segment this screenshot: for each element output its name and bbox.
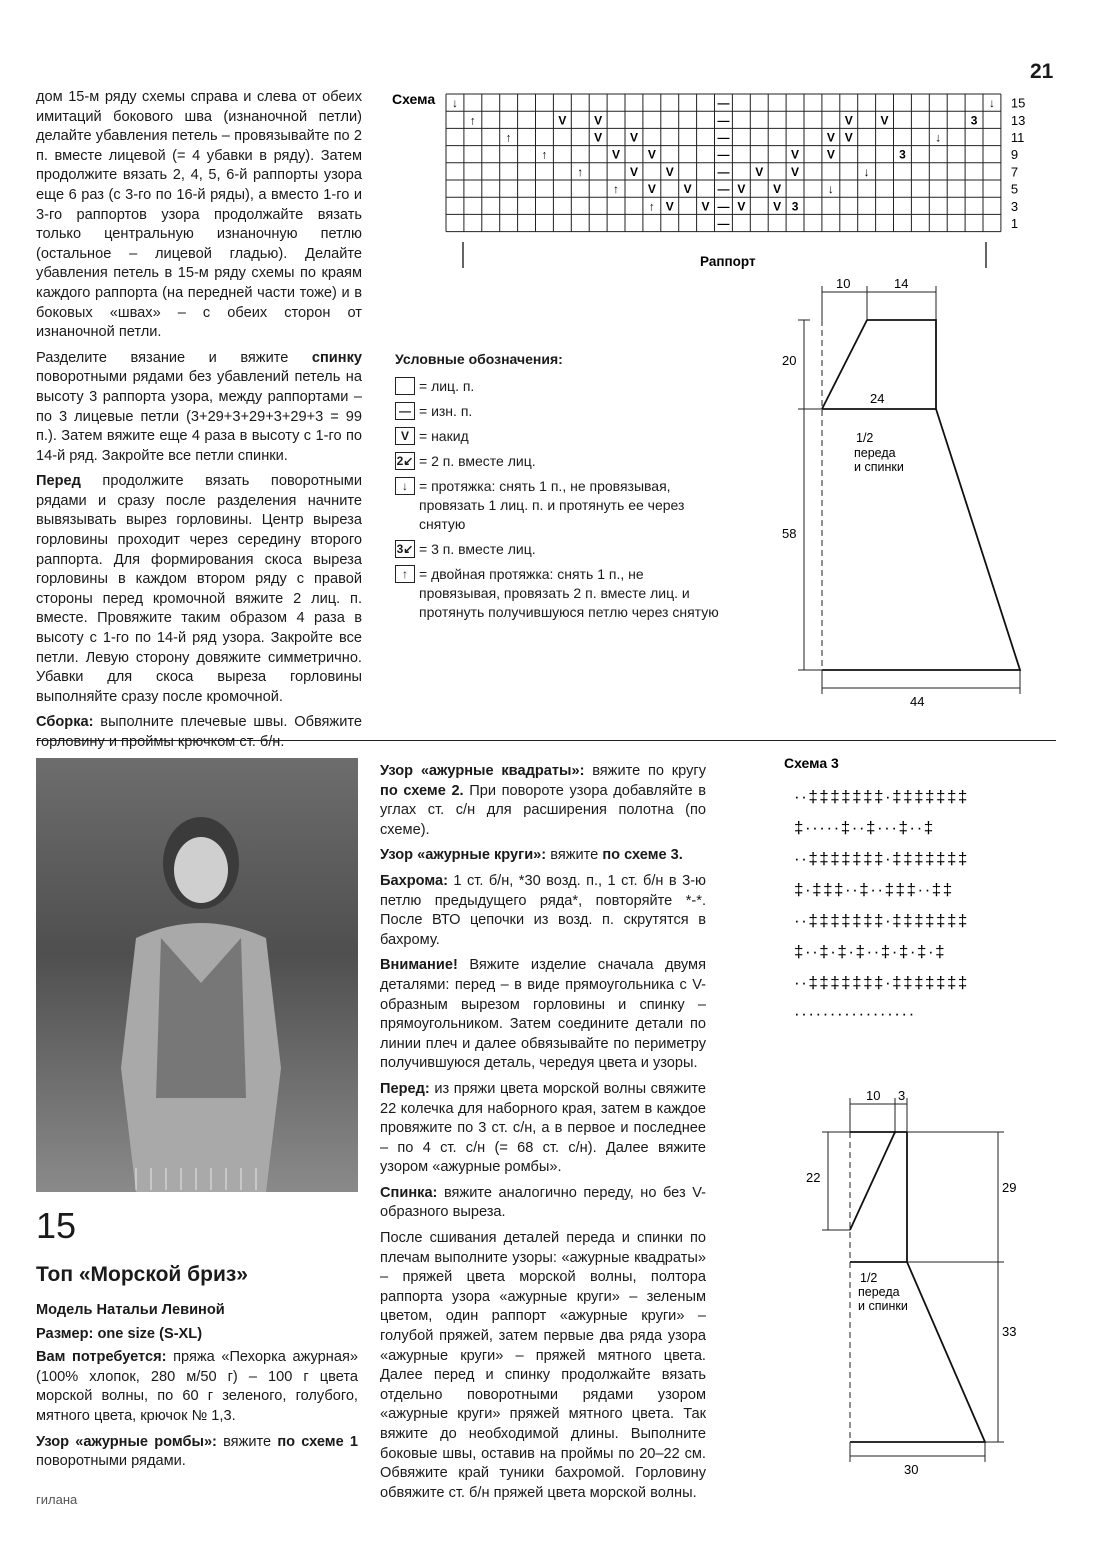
- crochet-row: ‡·····‡··‡···‡··‡: [794, 818, 935, 837]
- dim-label: 10: [866, 1088, 881, 1103]
- attention: [380, 956, 706, 1074]
- pattern-diagram-1: [770, 270, 1050, 720]
- text: продолжите вязать поворотными рядами и сразу после разделения начните вывязывать вырез горловины. Центр выреза горловины проходит через середину второго раппорта. Для формирования скоса выреза горловины в каждом втором ряду с правой стороны перед кромочной вяжите 2 лиц. п. вместе. Провяжите таким образом 4 раза в высоту с 1-го по 14-й ряд узора. Закройте все петли. Левую сторону довяжите симметрично. Убавки для скоса выреза горловины выполняйте сразу после кромочной.: [36, 473, 362, 705]
- stitch-symbol-icon: 3: [970, 113, 978, 128]
- assembly-after: После сшивания деталей переда и спинки по плечам выполните узоры: «ажурные квадраты» – пряжей цвета морской волны, полтора раппорта узора «ажурные круги» – зеленым цветом, один раппорт «ажурные круги» – голубой пряжей, затем первые два ряда узора «ажурные круги» – пряжей мятного цвета. Далее перед и спинку продолжайте вязать отдельно поворотными рядами узором «ажурные круги» пряжей мятного цвета. Так вяжите до необходимой длины. Выполните боковые швы, оставив на проймы по 20–22 см. Обвяжите край туники бахромой. Горловину обвяжите ст. б/н пряжей цвета морской волны.: [380, 1230, 706, 1501]
- stitch-symbol-icon: —: [717, 113, 730, 128]
- stitch-symbol-icon: ↓: [988, 96, 995, 111]
- stitch-symbol-icon: V: [737, 199, 746, 214]
- stitch-symbol-icon: V: [612, 147, 621, 162]
- stitch-symbol-icon: 3: [791, 199, 799, 214]
- bold-text: Сборка:: [36, 714, 94, 731]
- bold-text: спинку: [311, 349, 362, 366]
- piece-label: переда: [858, 1285, 900, 1299]
- model-info: [36, 1301, 358, 1478]
- legend-text: = лиц. п.: [419, 378, 475, 394]
- stitch-symbol-icon: ↓: [935, 130, 942, 145]
- dim-label: 33: [1002, 1324, 1017, 1339]
- stitch-symbol-icon: V: [844, 130, 853, 145]
- legend-item: [395, 477, 725, 534]
- stitch-symbol-icon: ↓: [451, 96, 458, 111]
- neckline: [850, 1132, 895, 1230]
- legend-item: [395, 427, 725, 446]
- text: вяжите: [546, 847, 603, 864]
- piece-label: 1/2: [860, 1271, 878, 1285]
- dim-label: 30: [904, 1462, 919, 1477]
- stitch-symbol-icon: V: [665, 164, 674, 179]
- row-label: 13: [1010, 112, 1026, 128]
- stitch-symbol-icon: V: [647, 147, 656, 162]
- stitch-symbol-icon: ↑: [469, 113, 476, 128]
- legend-text: = 2 п. вместе лиц.: [419, 453, 536, 469]
- stitch-symbol-icon: V: [737, 182, 746, 197]
- model-number: 15: [36, 1205, 77, 1246]
- stitch-symbol-icon: V: [826, 147, 835, 162]
- crochet-chart-3: [780, 752, 1010, 1028]
- stitch-symbol-icon: ↑: [648, 199, 655, 214]
- front: [380, 1080, 706, 1178]
- circles-pattern: [380, 846, 706, 866]
- bold-text: Спинка:: [380, 1184, 438, 1201]
- stitch-symbol-icon: V: [629, 164, 638, 179]
- row-label: 5: [1010, 181, 1019, 197]
- stitch-symbol-icon: ↓: [827, 182, 834, 197]
- piece-label: и спинки: [858, 1299, 908, 1313]
- stitch-symbol-icon: V: [791, 164, 800, 179]
- chart-title: Схема 3: [784, 755, 839, 771]
- bold-text: Узор «ажурные квадраты»:: [380, 763, 585, 779]
- legend-item: [395, 540, 725, 559]
- person-silhouette: [116, 798, 286, 1192]
- stitch-symbol-icon: V: [844, 113, 853, 128]
- text: выполните плечевые швы. Обвяжите горловину и проймы крючком ст. б/н.: [36, 714, 362, 750]
- chart-title: Схема: [392, 91, 436, 107]
- stitch-symbol-icon: —: [717, 96, 730, 111]
- paragraph-assembly: [36, 713, 362, 752]
- author: Модель Натальи Левиной: [36, 1302, 225, 1318]
- crochet-row: ··‡‡‡‡‡‡‡·‡‡‡‡‡‡‡: [794, 973, 969, 992]
- bold-text: Бахрома:: [380, 872, 448, 889]
- piece-label: 1/2: [856, 431, 874, 445]
- dim-label: 24: [870, 391, 885, 406]
- dim-label: 14: [894, 276, 909, 291]
- legend-symbol-icon: ↓: [395, 477, 415, 495]
- legend-item: [395, 565, 725, 622]
- legend-symbol-icon: 2↙: [396, 454, 414, 468]
- crochet-row: ‡·‡‡‡··‡··‡‡‡··‡‡: [794, 880, 954, 899]
- row-label: 1: [1010, 216, 1019, 231]
- text: вяжите по кругу: [584, 763, 706, 779]
- legend-symbol-icon: [395, 377, 415, 395]
- dim-label: 10: [836, 276, 851, 291]
- stitch-symbol-icon: ↓: [863, 164, 870, 179]
- paragraph-back: [36, 349, 362, 467]
- legend-symbol-icon: —: [395, 402, 415, 420]
- text: 1 ст. б/н, *30 возд. п., 1 ст. б/н в 3-ю петлю предыдущего ряда*, повторяйте *-*. После ВТО цепочки из возд. п. скрутятся в бахрому.: [380, 872, 706, 948]
- text: вяжите: [216, 1433, 278, 1450]
- legend-item: [395, 377, 725, 396]
- stitch-symbol-icon: —: [717, 199, 730, 214]
- stitch-symbol-icon: ↑: [505, 130, 512, 145]
- crochet-row: ··‡‡‡‡‡‡‡·‡‡‡‡‡‡‡: [794, 849, 969, 868]
- section-divider: [36, 740, 1056, 741]
- stitch-symbol-icon: V: [665, 199, 674, 214]
- model-title: Топ «Морской бриз»: [36, 1263, 248, 1286]
- text: поворотными рядами без убавлений петель на высоту 3 раппорта узора, между раппортами – по 3 лицевые петли (3+29+3+29+3+29+3 = 99 п.). Затем вяжите еще 4 раза в высоту с 1-го по 14-й ряд. Закройте все петли спинки.: [36, 369, 362, 464]
- legend-items: [395, 377, 725, 622]
- bold-text: Узор «ажурные ромбы»:: [36, 1433, 217, 1450]
- dim-label: 44: [910, 694, 925, 709]
- stitch-symbol-icon: —: [717, 182, 730, 197]
- stitch-symbol-icon: V: [594, 130, 603, 145]
- legend-symbol-icon: ↑: [395, 565, 415, 583]
- bold-text: Перед:: [380, 1080, 430, 1097]
- text: Разделите вязание и вяжите: [36, 349, 312, 366]
- text: пряжа «Пехорка ажурная» (100% хлопок, 280 м/50 г) – 100 г цвета морской волны, по 60 г зеленого, голубого, мятного цвета, крючок № 1,3.: [36, 1349, 358, 1424]
- legend-item: [395, 452, 725, 471]
- crochet-symbols: [794, 787, 969, 1023]
- stitch-symbol-icon: V: [773, 182, 782, 197]
- dim-label: 20: [782, 353, 797, 368]
- stitch-symbol-icon: 3: [899, 147, 906, 162]
- chart-grid: [446, 94, 1001, 232]
- piece-label: переда: [854, 446, 896, 460]
- legend-symbol-icon: 3↙: [396, 542, 414, 556]
- materials: [36, 1348, 358, 1426]
- neckline: [822, 320, 867, 409]
- legend: [395, 350, 725, 628]
- stitch-symbol-icon: ↑: [577, 164, 584, 179]
- crochet-row: ·················: [794, 1004, 916, 1023]
- bold-text: Узор «ажурные круги»:: [380, 847, 547, 864]
- legend-title: Условные обозначения:: [395, 351, 563, 367]
- back: [380, 1184, 706, 1223]
- stitch-symbol-icon: V: [558, 113, 567, 128]
- legend-symbol-icon: V: [395, 427, 415, 445]
- rhombs-pattern: [36, 1433, 358, 1472]
- stitch-symbol-icon: ↑: [541, 147, 548, 162]
- size: Размер: one size (S-XL): [36, 1325, 203, 1342]
- legend-text: = накид: [419, 428, 469, 444]
- dim-label: 3: [898, 1088, 906, 1103]
- stitch-symbol-icon: V: [701, 199, 710, 214]
- knitting-chart-1: [390, 88, 1050, 270]
- stitch-symbol-icon: V: [880, 113, 889, 128]
- piece-label: и спинки: [854, 460, 904, 474]
- bold-text: по схеме 3.: [602, 847, 683, 864]
- stitch-symbol-icon: ↑: [613, 182, 620, 197]
- bottom-middle-column: [380, 762, 706, 1509]
- stitch-symbol-icon: —: [717, 216, 730, 231]
- legend-text: = 3 п. вместе лиц.: [419, 541, 536, 557]
- legend-text: = двойная протяжка: снять 1 п., не провязывая, провязать 2 п. вместе лиц. и протянуть получившуюся петлю через снятую: [419, 566, 719, 620]
- stitch-symbol-icon: —: [717, 164, 730, 179]
- text: Вяжите изделие сначала двумя деталями: перед – в виде прямоугольника с V-образным вырезом горловины и спинку – прямоугольником. Затем соедините детали по линии плеч и далее обвязывайте по периметру получившуюся деталь, чередуя цвета и узоры.: [380, 957, 706, 1072]
- model-photo: [36, 758, 358, 1192]
- text: поворотными рядами.: [36, 1453, 186, 1470]
- dim-label: 29: [1002, 1180, 1017, 1195]
- bold-text: Вам потребуется:: [36, 1349, 167, 1366]
- dim-label: 22: [806, 1170, 821, 1185]
- stitch-symbol-icon: V: [791, 147, 800, 162]
- bold-text: Перед: [36, 473, 81, 490]
- stitch-symbol-icon: V: [683, 182, 692, 197]
- stitch-symbol-icon: V: [773, 199, 782, 214]
- dim-label: 58: [782, 526, 797, 541]
- crochet-row: ··‡‡‡‡‡‡‡·‡‡‡‡‡‡‡: [794, 787, 969, 806]
- stitch-symbol-icon: V: [629, 130, 638, 145]
- bold-text: Внимание!: [380, 957, 458, 974]
- squares-pattern: [380, 762, 706, 840]
- rapport-label: Раппорт: [700, 254, 756, 269]
- stitch-symbol-icon: V: [755, 164, 764, 179]
- fringe: [380, 872, 706, 950]
- top-left-column: [36, 88, 362, 759]
- stitch-symbol-icon: V: [594, 113, 603, 128]
- bold-text: по схеме 2.: [380, 782, 464, 799]
- row-labels: [1011, 96, 1025, 231]
- row-label: 9: [1010, 147, 1019, 163]
- stitch-symbol-icon: V: [826, 130, 835, 145]
- bold-text: по схеме 1: [277, 1433, 359, 1450]
- row-label: 3: [1010, 198, 1019, 214]
- paragraph-front: [36, 472, 362, 707]
- row-label: 7: [1010, 164, 1019, 180]
- crochet-row: ··‡‡‡‡‡‡‡·‡‡‡‡‡‡‡: [794, 911, 969, 930]
- legend-text: = протяжка: снять 1 п., не провязывая, провязать 1 лиц. п. и протянуть ее через снятую: [419, 478, 685, 532]
- page-number: 21: [1030, 60, 1054, 83]
- crochet-row: ‡··‡·‡·‡··‡·‡·‡·‡: [794, 942, 947, 961]
- pattern-diagram-2: [790, 1082, 1050, 1482]
- legend-item: [395, 402, 725, 421]
- footer-brand: гилана: [36, 1492, 78, 1507]
- row-label: 15: [1010, 95, 1026, 111]
- text: вяжите аналогично переду, но без V-образного выреза.: [380, 1184, 706, 1221]
- paragraph-1: дом 15-м ряду схемы справа и слева от обеих имитаций бокового шва (изнаночной петли) делайте убавления петель – провязывайте по 2 п. вместе лицевой (= 4 убавки в ряду). Затем продолжите вязать 2, 4, 5, 6-й раппорты узора еще 6 раз (с 3-го по 16-й ряды), а вместо 1-го и 3-го раппортов узора продолжайте вязать только центральную изнаночную петлю (остальное – лицевой гладью). Делайте убавления петель в 15-м ряду схемы по краям каждого раппорта (на передней части тоже) и в боковых «швах» – с обеих сторон от изнаночной петли.: [36, 89, 362, 341]
- stitch-symbol-icon: V: [647, 182, 656, 197]
- stitch-symbol-icon: —: [717, 147, 730, 162]
- text: из пряжи цвета морской волны свяжите 22 колечка для наборного края, затем в каждое провяжите по 3 ст. с/н, а в первое и последнее – по 4 ст. с/н (= 68 ст. с/н). Далее вяжите узором «ажурные ромбы».: [380, 1080, 706, 1176]
- legend-text: = изн. п.: [419, 403, 473, 419]
- pattern-outline: [822, 320, 1020, 670]
- stitch-symbol-icon: —: [717, 130, 730, 145]
- text: При повороте узора добавляйте в углах ст. с/н для расширения полотна (по схеме).: [380, 782, 706, 838]
- row-label: 11: [1010, 130, 1025, 145]
